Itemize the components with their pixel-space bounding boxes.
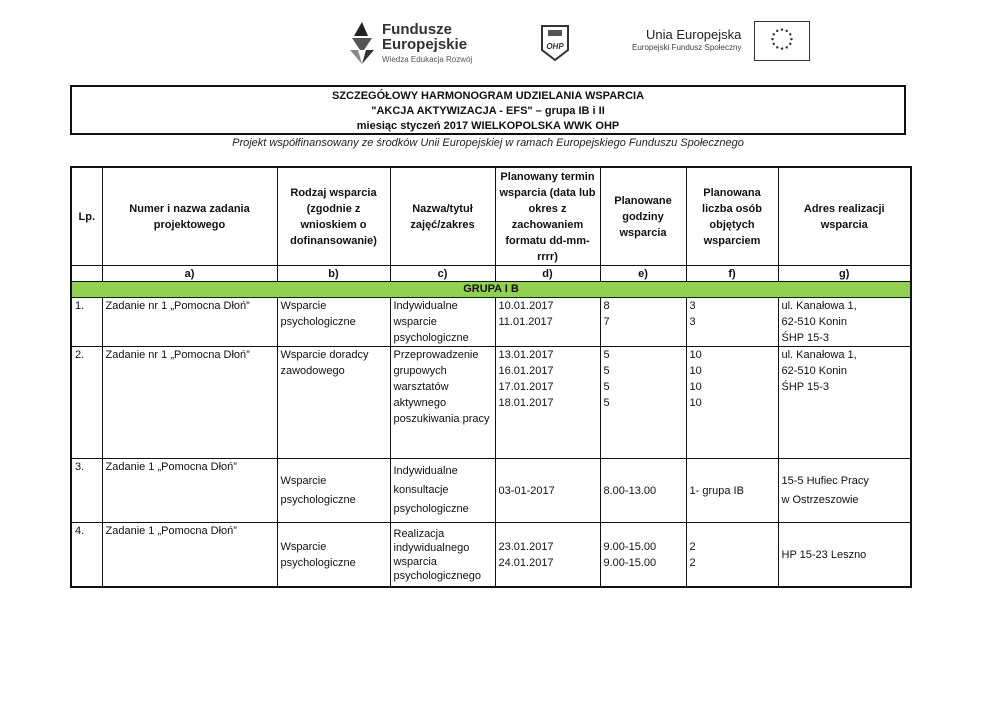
hours-line: 5: [603, 365, 610, 377]
cell-address: [778, 459, 911, 523]
cell-planned-people: [686, 347, 778, 459]
people-line: 1- grupa IB: [689, 484, 744, 497]
header-planned-date: Planowany termin wsparcia (data lub okres z zachowaniem formatu dd-mm-rrrr): [495, 167, 600, 266]
cell-address: [778, 523, 911, 588]
people-line: 2: [689, 556, 696, 569]
cell-planned-hours: [600, 347, 686, 459]
fe-logo-line3: Wiedza Edukacja Rozwój: [382, 55, 473, 65]
group-ib-row: [71, 282, 911, 298]
people-line: 3: [689, 300, 696, 312]
table-row: [71, 523, 911, 588]
date-line: 17.01.2017: [498, 381, 554, 393]
cell-lp: 1.: [71, 298, 102, 347]
title-line1: SZCZEGÓŁOWY HARMONOGRAM UDZIELANIA WSPARCIA: [331, 90, 645, 102]
fundusze-europejskie-logo: [348, 14, 472, 72]
letter-empty: [71, 266, 102, 282]
address-line: ŚHP 15-3: [781, 332, 829, 344]
eu-logo-text: [632, 28, 741, 52]
cell-task: Zadanie 1 „Pomocna Dłoń”: [102, 523, 277, 588]
letter-e: e): [600, 266, 686, 282]
header-address: Adres realizacji wsparcia: [778, 167, 911, 266]
people-line: 3: [689, 316, 696, 328]
hours-line: 5: [603, 397, 610, 409]
letter-a: a): [102, 266, 277, 282]
fe-star-icon: [348, 20, 376, 66]
cell-planned-date: [495, 347, 600, 459]
group-label: GRUPA I B: [71, 282, 911, 298]
table-row: [71, 459, 911, 523]
date-line: 11.01.2017: [498, 316, 553, 328]
address-line: ŚHP 15-3: [781, 381, 829, 393]
eu-flag-icon: [754, 21, 810, 61]
table-row: [71, 298, 911, 347]
cell-address: [778, 298, 911, 347]
cell-planned-date: [495, 523, 600, 588]
letter-g: g): [778, 266, 911, 282]
letter-f: f): [686, 266, 778, 282]
address-line: 62-510 Konin: [781, 365, 847, 377]
address-line: HP 15-23 Leszno: [781, 548, 867, 561]
address-line: w Ostrzeszowie: [781, 493, 859, 506]
date-line: 18.01.2017: [498, 397, 554, 409]
hours-line: 8.00-13.00: [603, 484, 657, 497]
address-line: 15-5 Hufiec Pracy: [781, 474, 869, 487]
people-line: 10: [689, 397, 702, 409]
date-line: 24.01.2017: [498, 556, 554, 569]
hours-line: 7: [603, 316, 610, 328]
cell-planned-people: [686, 459, 778, 523]
document-title-box: [70, 85, 906, 135]
cell-lp: 2.: [71, 347, 102, 459]
date-line: 16.01.2017: [498, 365, 554, 377]
date-line: 13.01.2017: [498, 349, 554, 361]
header-class-name: Nazwa/tytuł zajęć/zakres: [390, 167, 495, 266]
column-letter-row: [71, 266, 911, 282]
cell-planned-hours: [600, 459, 686, 523]
cell-support-type: Wsparcie psychologiczne: [277, 459, 390, 523]
cell-planned-people: [686, 523, 778, 588]
table-row: [71, 347, 911, 459]
cofinancing-note: Projekt współfinansowany ze środków Unii Europejskiej w ramach Europejskiego Funduszu Społecznego: [232, 137, 744, 149]
cell-lp: 3.: [71, 459, 102, 523]
cell-class-name: Realizacja indywidualnego wsparcia psychologicznego: [390, 523, 495, 588]
support-schedule-table: [70, 166, 912, 588]
cell-planned-date: [495, 298, 600, 347]
table-header-row: [71, 167, 911, 266]
date-line: 23.01.2017: [498, 540, 554, 553]
cell-planned-date: [495, 459, 600, 523]
address-line: ul. Kanałowa 1,: [781, 349, 857, 361]
date-line: 10.01.2017: [498, 300, 554, 312]
header-planned-people: Planowana liczba osób objętych wsparciem: [686, 167, 778, 266]
letter-b: b): [277, 266, 390, 282]
people-line: 10: [689, 365, 702, 377]
header-task: Numer i nazwa zadania projektowego: [102, 167, 277, 266]
hours-line: 9.00-15.00: [603, 540, 657, 553]
fe-logo-line2: Europejskie: [382, 36, 468, 54]
cell-lp: 4.: [71, 523, 102, 588]
people-line: 10: [689, 381, 702, 393]
cell-planned-people: [686, 298, 778, 347]
people-line: 2: [689, 540, 696, 553]
cell-support-type: Wsparcie psychologiczne: [277, 523, 390, 588]
fe-logo-line1: Fundusze: [382, 20, 452, 38]
eu-logo-line1: Unia Europejska: [646, 27, 742, 42]
date-line: 03-01-2017: [498, 484, 555, 497]
ohp-logo-text: OHP: [546, 42, 564, 51]
cell-class-name: Indywidualne wsparcie psychologiczne: [390, 298, 495, 347]
hours-line: 9.00-15.00: [603, 556, 657, 569]
people-line: 10: [689, 349, 702, 361]
letter-d: d): [495, 266, 600, 282]
header-lp: Lp.: [71, 167, 102, 266]
cell-task: Zadanie nr 1 „Pomocna Dłoń”: [102, 347, 277, 459]
cell-class-name: Przeprowadzenie grupowych warsztatów aktywnego poszukiwania pracy: [390, 347, 495, 459]
cell-class-name: Indywidualne konsultacje psychologiczne: [390, 459, 495, 523]
cell-address: [778, 347, 911, 459]
hours-line: 5: [603, 381, 610, 393]
cell-planned-hours: [600, 298, 686, 347]
hours-line: 8: [603, 300, 610, 312]
header-planned-hours: Planowane godziny wsparcia: [600, 167, 686, 266]
cell-planned-hours: [600, 523, 686, 588]
hours-line: 5: [603, 349, 610, 361]
address-line: 62-510 Konin: [781, 316, 847, 328]
cell-support-type: Wsparcie psychologiczne: [277, 298, 390, 347]
letter-c: c): [390, 266, 495, 282]
title-line2: "AKCJA AKTYWIZACJA - EFS" – grupa IB i II: [371, 105, 605, 117]
address-line: ul. Kanałowa 1,: [781, 300, 857, 312]
ohp-logo: [538, 20, 572, 64]
cell-task: Zadanie nr 1 „Pomocna Dłoń”: [102, 298, 277, 347]
title-line3: miesiąc styczeń 2017 WIELKOPOLSKA WWK OHP: [356, 120, 620, 132]
eu-logo-line2: Europejski Fundusz Społeczny: [632, 42, 742, 52]
cell-task: Zadanie 1 „Pomocna Dłoń”: [102, 459, 277, 523]
header-support-type: Rodzaj wsparcia (zgodnie z wnioskiem o dofinansowanie): [277, 167, 390, 266]
cell-support-type: Wsparcie doradcy zawodowego: [277, 347, 390, 459]
